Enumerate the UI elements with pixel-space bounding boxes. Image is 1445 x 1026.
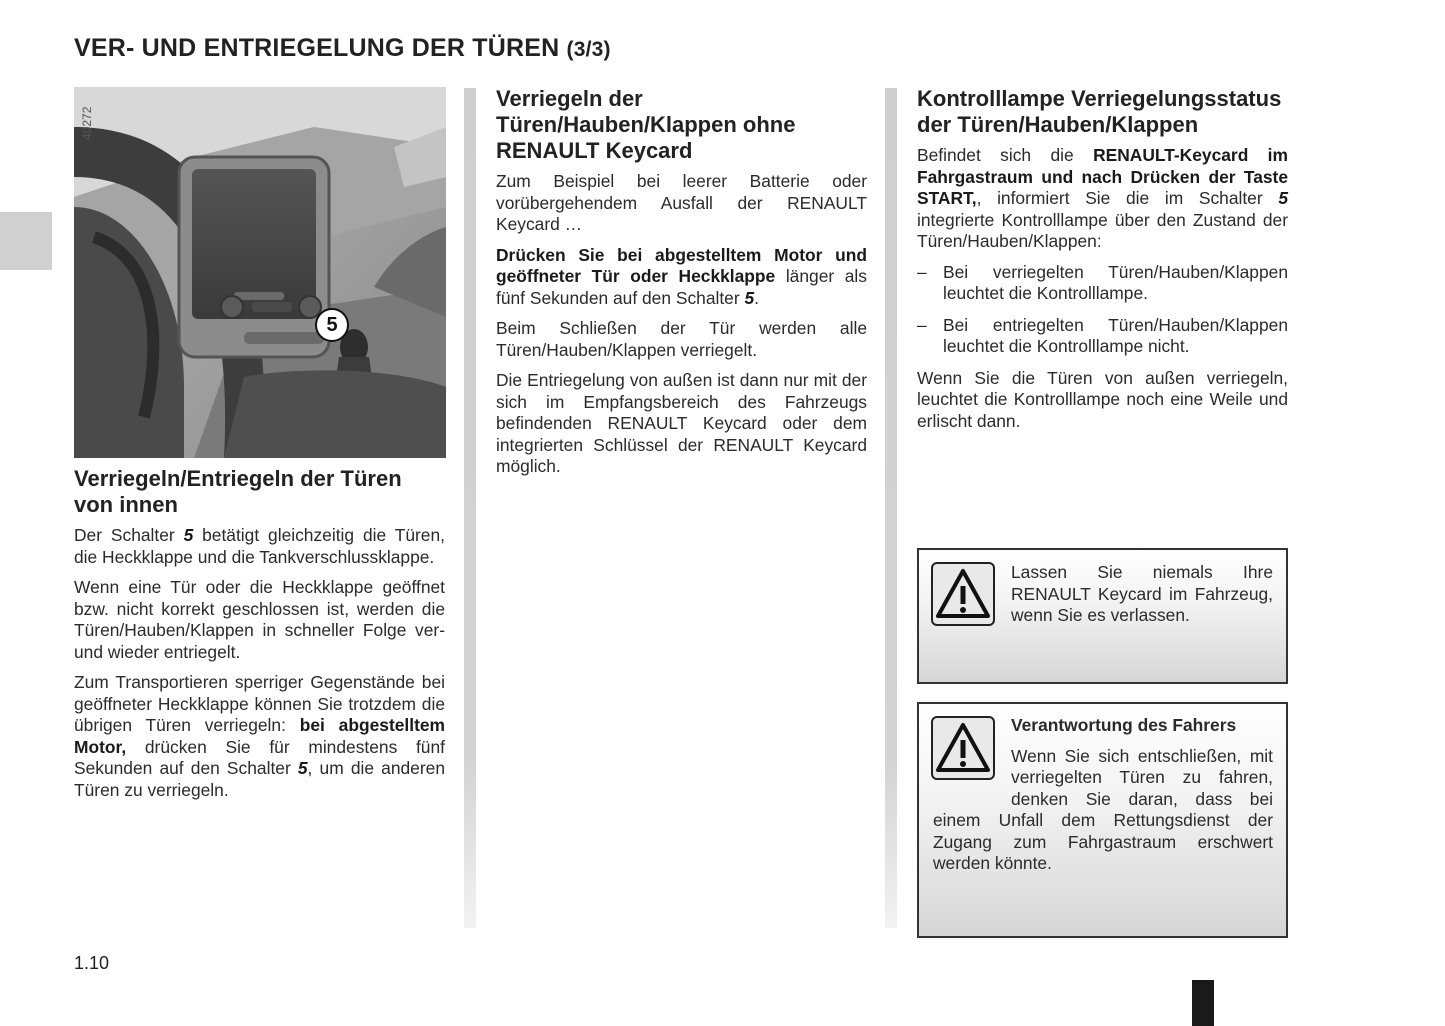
paragraph: Befindet sich die RENAULT-Keycard im Fahrgastraum und nach Drücken der Taste START,, informiert Sie die im Schalter 5 integrierte Kontrolllampe über den Zustand der Türen/Hauben/Klappen: — [917, 145, 1288, 251]
image-reference-id: 40272 — [80, 106, 94, 140]
paragraph: Der Schalter 5 betätigt gleichzeitig die Türen, die Heckklappe und die Tankverschlussklappe. — [74, 525, 445, 567]
dash-marker: – — [917, 261, 927, 282]
dashboard-photo — [74, 87, 446, 458]
paragraph: Drücken Sie bei abgestelltem Motor und geöffneter Tür oder Heckklappe länger als fünf Sekunden auf den Schalter 5. — [496, 244, 867, 308]
paragraph: Wenn Sie die Türen von außen verriegeln, leuchtet die Kontrolllampe noch eine Weile und erlischt dann. — [917, 367, 1288, 431]
column-divider-2 — [885, 88, 897, 928]
switch-reference: 5 — [297, 758, 308, 778]
switch-reference: 5 — [744, 287, 755, 308]
warning-box-keycard — [917, 548, 1288, 684]
dash-marker: – — [917, 314, 927, 335]
warning-content — [933, 715, 1273, 875]
page-title: VER- UND ENTRIEGELUNG DER TÜREN (3/3) — [74, 34, 611, 62]
section-heading: Verriegeln/Entriegeln der Türen von innen — [74, 466, 402, 517]
paragraph: Die Entriegelung von außen ist dann nur mit der sich im Empfangsbereich des Fahrzeugs befindenden RENAULT Keycard oder dem integrierten Schlüssel der RENAULT Keycard möglich. — [496, 370, 867, 476]
switch-reference: 5 — [183, 525, 194, 545]
warning-text: Lassen Sie niemals Ihre RENAULT Keycard im Fahrzeug, wenn Sie es verlassen. — [1011, 562, 1273, 625]
list-item: – Bei verriegelten Türen/Hauben/Klappen leuchtet die Kontrolllampe. — [917, 261, 1288, 303]
warning-text: Wenn Sie sich entschließen, mit verriegelten Türen zu fahren, denken Sie daran, dass bei einem Unfall dem Rettungsdienst der Zugang zum Fahrgastraum erschwert werden könnte. — [933, 745, 1273, 873]
warning-heading: Verantwortung des Fahrers — [1011, 715, 1237, 735]
warning-box-driver-responsibility — [917, 702, 1288, 938]
dashboard-illustration — [74, 87, 446, 458]
section-heading: Kontrolllampe Verriegelungsstatus der Türen/Hauben/Klappen — [917, 86, 1282, 137]
paragraph: Zum Transportieren sperriger Gegenstände bei geöffneter Heckklappe können Sie trotzdem die übrigen Türen verriegeln: bei abgestelltem Motor, drücken Sie für mindestens fünf Sekunden auf den Schalter 5, um die anderen Türen zu verriegeln. — [74, 672, 445, 800]
column-divider-1 — [464, 88, 476, 928]
page-number: 1.10 — [74, 953, 110, 973]
warning-triangle-icon — [931, 562, 995, 626]
switch-reference: 5 — [1278, 188, 1288, 208]
section-locking-without-keycard — [496, 86, 867, 478]
paragraph: Beim Schließen der Tür werden alle Türen/Hauben/Klappen verriegelt. — [496, 318, 867, 360]
title-part-indicator: (3/3) — [566, 38, 611, 61]
paragraph: Wenn eine Tür oder die Heckklappe geöffnet bzw. nicht korrekt geschlossen ist, werden die Türen/Hauben/Klappen in schneller Folge ver- und wieder entriegelt. — [74, 577, 445, 662]
page-edge-marker — [1192, 980, 1214, 1026]
section-lock-status-lamp — [917, 86, 1288, 432]
paragraph: Zum Beispiel bei leerer Batterie oder vorübergehendem Ausfall der RENAULT Keycard … — [496, 171, 867, 234]
status-list — [917, 262, 1288, 358]
callout-marker: 5 — [315, 308, 349, 342]
list-item: – Bei entriegelten Türen/Hauben/Klappen leuchtet die Kontrolllampe nicht. — [917, 314, 1288, 356]
chapter-tab — [0, 212, 52, 270]
section-heading: Verriegeln der Türen/Hauben/Klappen ohne RENAULT Keycard — [496, 86, 796, 163]
section-inside-locking — [74, 466, 445, 801]
